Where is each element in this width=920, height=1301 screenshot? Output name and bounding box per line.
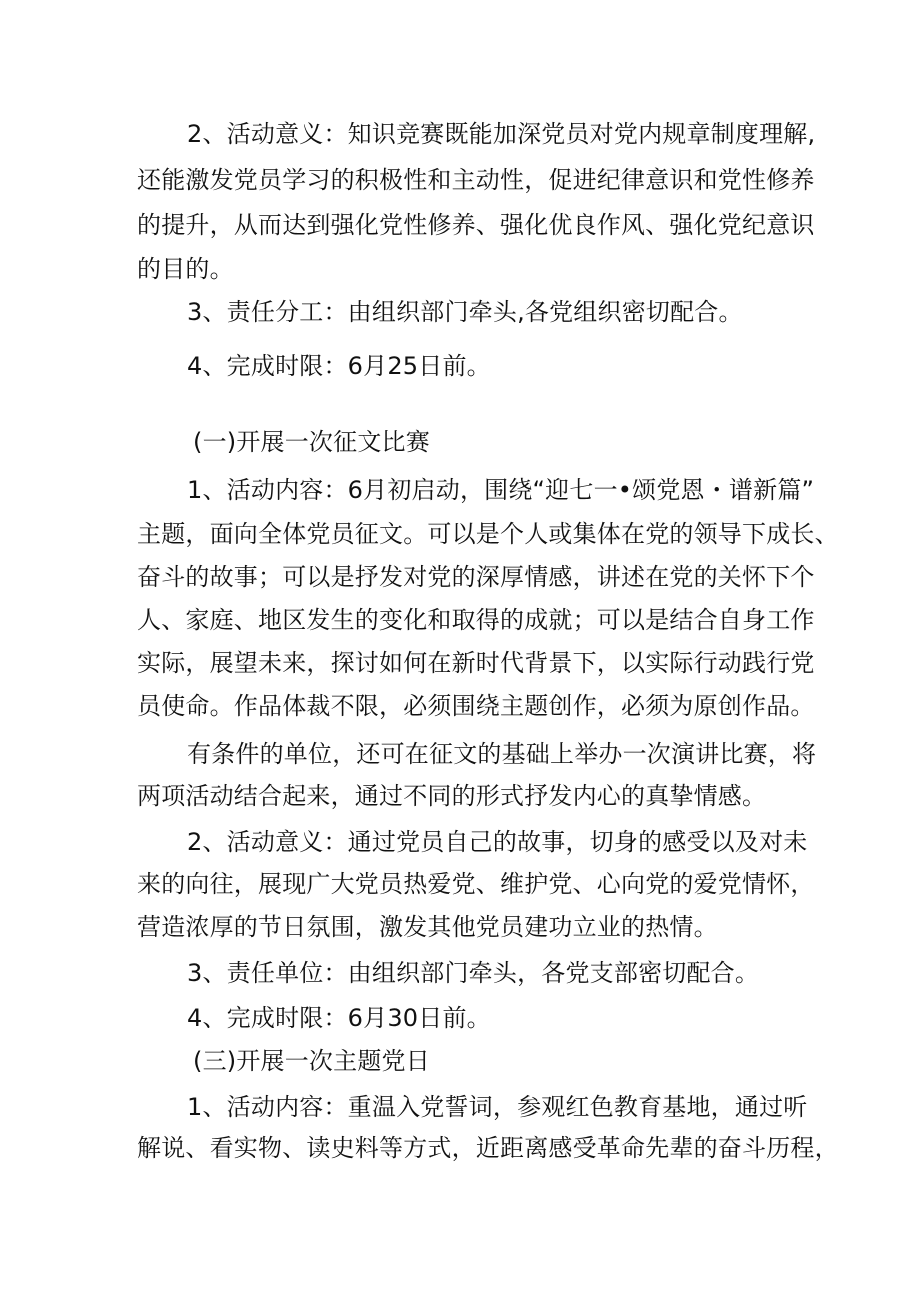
paragraph-line: 两项活动结合起来，通过不同的形式抒发内心的真挚情感。 [137, 782, 767, 810]
paragraph-line: 员使命。作品体裁不限，必须围绕主题创作，必须为原创作品。 [137, 692, 815, 720]
paragraph-line: 有条件的单位，还可在征文的基础上举办一次演讲比赛，将 [187, 740, 817, 768]
paragraph-line: 的目的。 [137, 255, 234, 283]
paragraph-line: 来的向往，展现广大党员热爱党、维护党、心向党的爱党情怀， [137, 870, 815, 898]
paragraph-line: 奋斗的故事；可以是抒发对党的深厚情感，讲述在党的关怀下个 [137, 563, 815, 591]
paragraph-line: 人、家庭、地区发生的变化和取得的成就；可以是结合自身工作 [137, 606, 815, 634]
paragraph-line: 营造浓厚的节日氛围，激发其他党员建功立业的热情。 [137, 913, 718, 941]
paragraph-line: 实际，展望未来，探讨如何在新时代背景下，以实际行动践行党 [137, 649, 815, 677]
paragraph-line: 1、活动内容：重温入党誓词，参观红色教育基地，通过听 [187, 1093, 808, 1121]
paragraph-line: 3、责任分工：由组织部门牵头,各党组织密切配合。 [187, 298, 743, 326]
paragraph-line: 4、完成时限：6月25日前。 [187, 352, 491, 380]
paragraph-line: 主题，面向全体党员征文。可以是个人或集体在党的领导下成长、 [137, 520, 839, 548]
paragraph-line: 4、完成时限：6月30日前。 [187, 1004, 491, 1032]
paragraph-line: 2、活动意义：通过党员自己的故事，切身的感受以及对未 [187, 828, 808, 856]
section-heading: (一)开展一次征文比赛 [193, 428, 430, 456]
paragraph-line: 3、责任单位：由组织部门牵头，各党支部密切配合。 [187, 959, 760, 987]
paragraph-line: 解说、看实物、读史料等方式，近距离感受革命先辈的奋斗历程， [137, 1134, 839, 1162]
section-heading: (三)开展一次主题党日 [193, 1047, 430, 1075]
paragraph-line: 1、活动内容：6月初启动，围绕“迎七一•颂党恩・谱新篇” [187, 476, 815, 504]
paragraph-line: 2、活动意义：知识竞赛既能加深党员对党内规章制度理解, [187, 120, 816, 148]
paragraph-line: 的提升，从而达到强化党性修养、强化优良作风、强化党纪意识 [137, 211, 815, 239]
paragraph-line: 还能激发党员学习的积极性和主动性，促进纪律意识和党性修养 [137, 166, 815, 194]
